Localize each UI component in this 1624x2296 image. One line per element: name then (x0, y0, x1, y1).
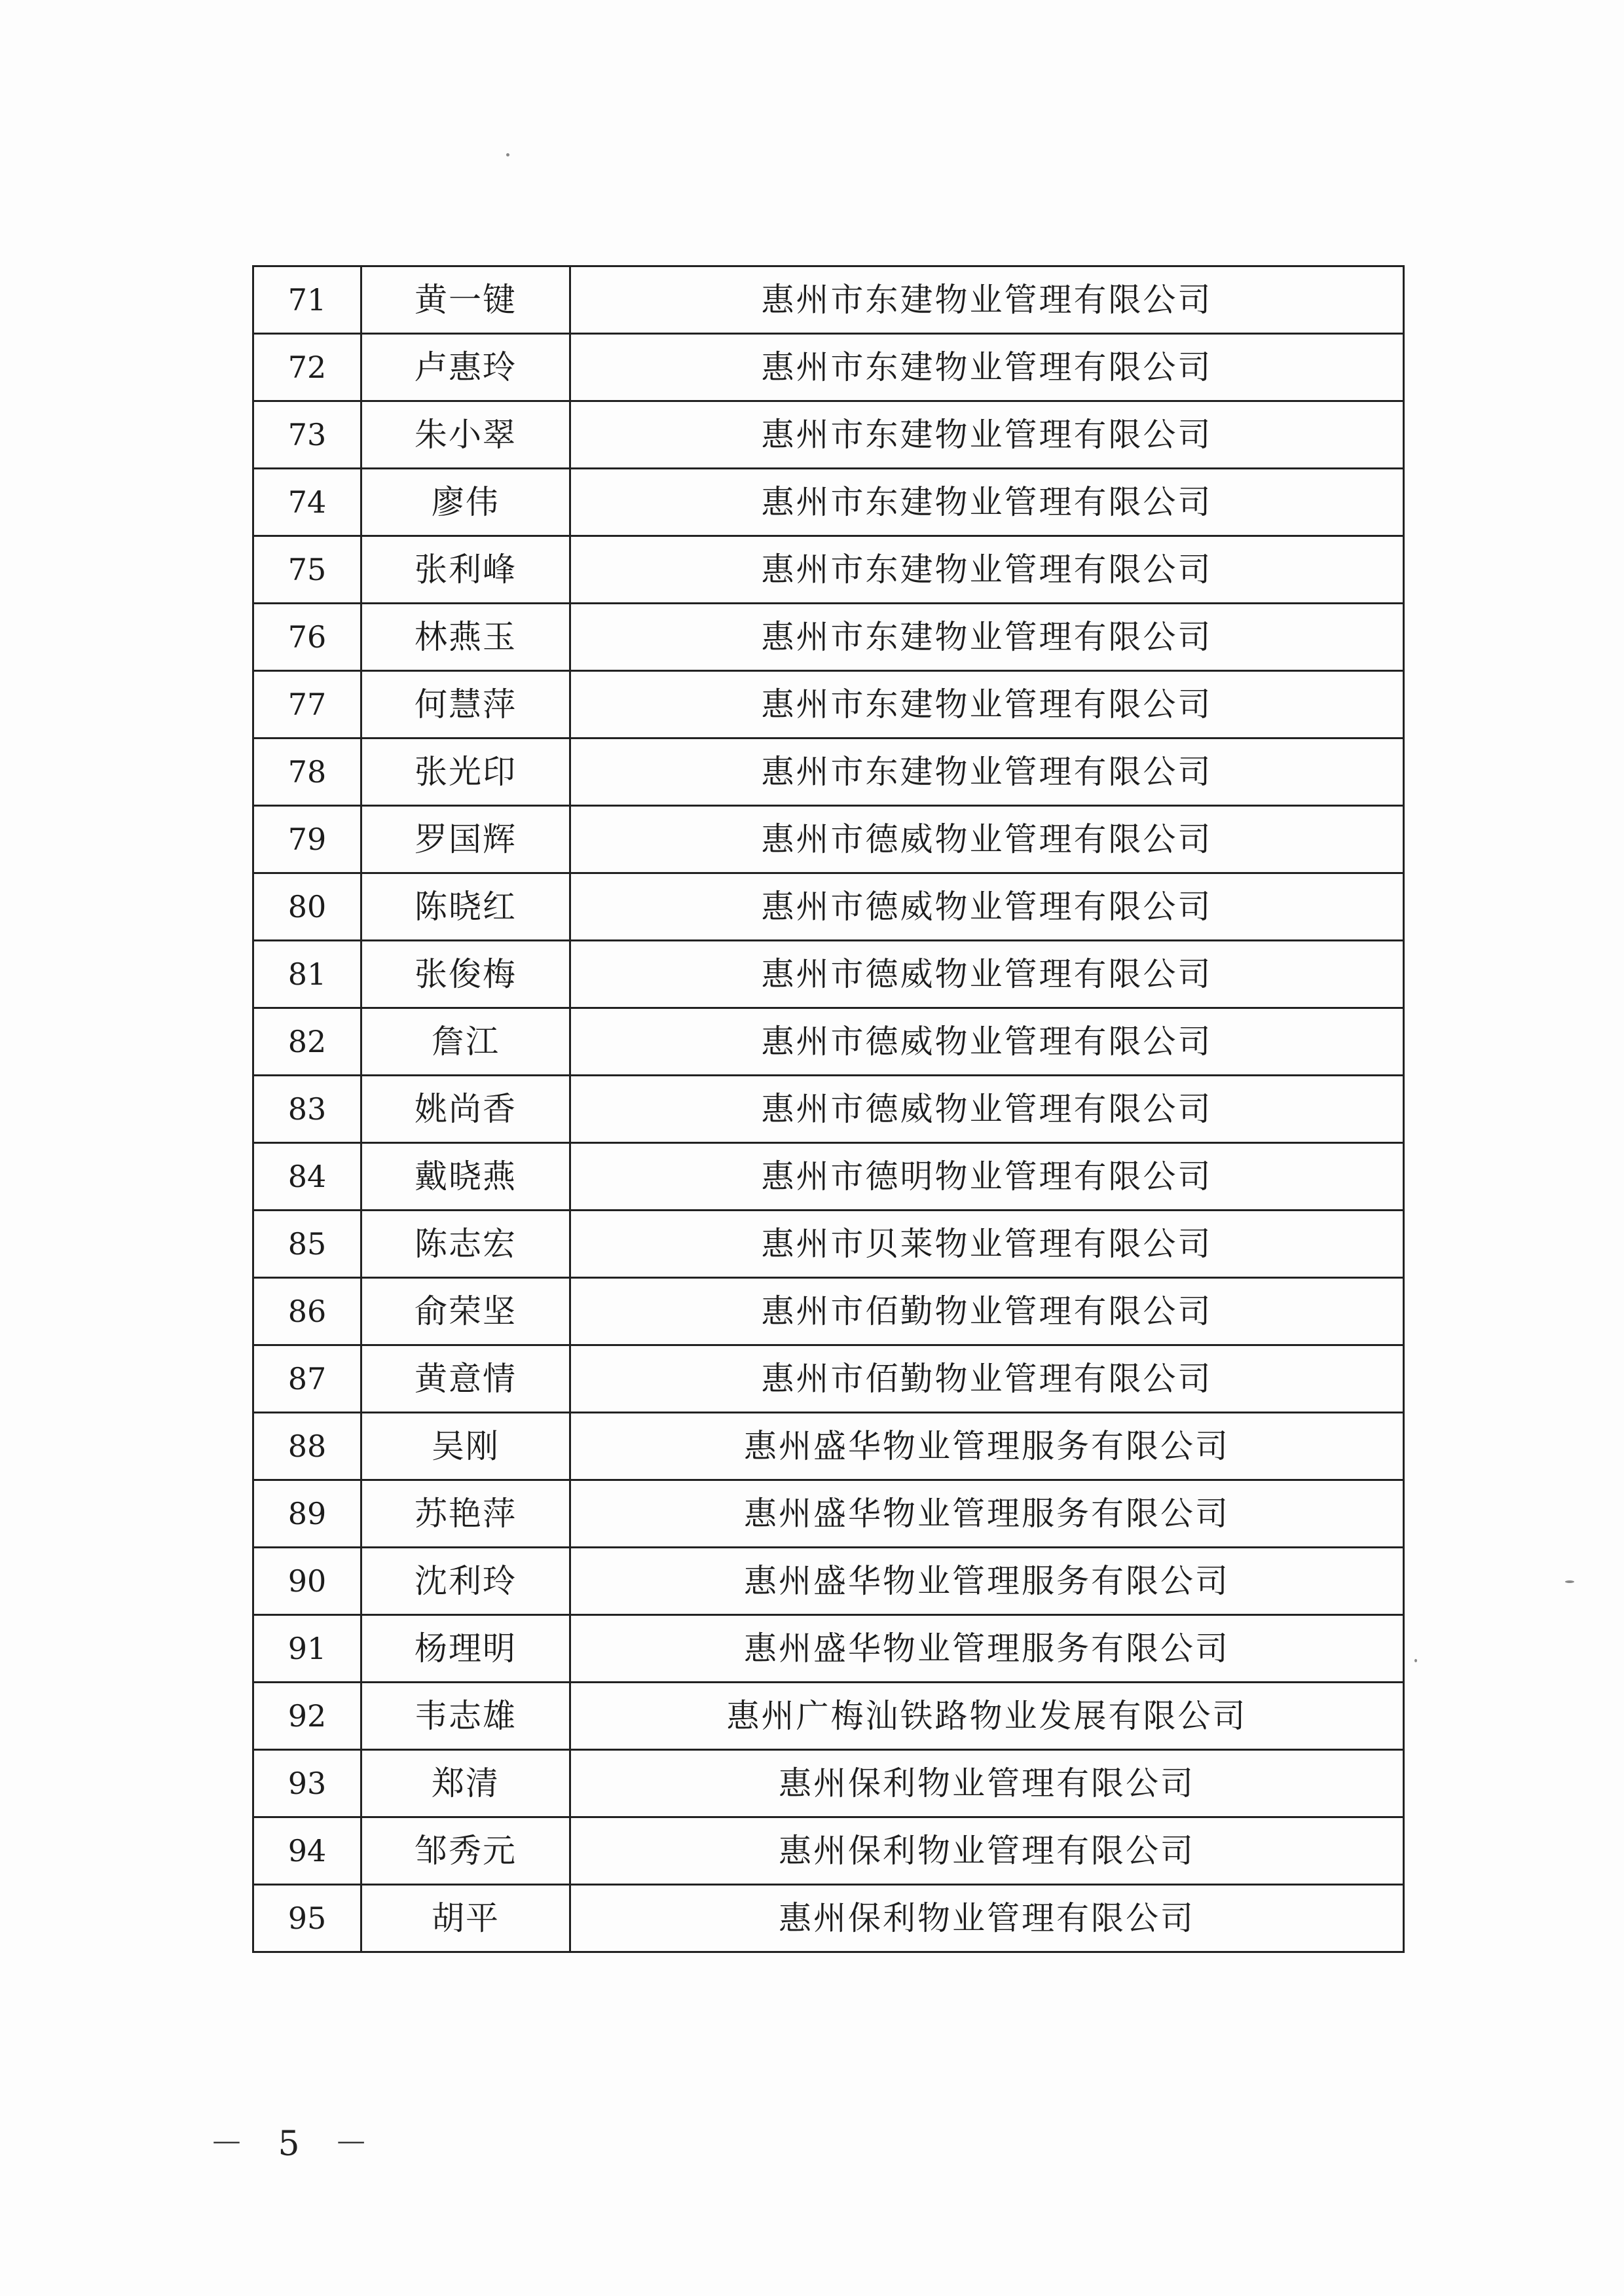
person-name: 林燕玉 (361, 604, 570, 671)
company-name: 惠州保利物业管理有限公司 (570, 1817, 1404, 1885)
scan-speck (1414, 1659, 1417, 1662)
table-row (253, 941, 1404, 1008)
row-number: 84 (253, 1143, 361, 1211)
row-number: 88 (253, 1413, 361, 1480)
row-number: 93 (253, 1750, 361, 1817)
table-row (253, 1211, 1404, 1278)
person-name: 詹江 (361, 1008, 570, 1076)
person-name: 黄一键 (361, 266, 570, 334)
row-number: 75 (253, 536, 361, 604)
table-row (253, 401, 1404, 469)
row-number: 95 (253, 1885, 361, 1952)
row-number: 94 (253, 1817, 361, 1885)
row-number: 92 (253, 1683, 361, 1750)
roster-table-body (253, 266, 1404, 1952)
row-number: 72 (253, 334, 361, 401)
table-row (253, 469, 1404, 536)
person-name: 胡平 (361, 1885, 570, 1952)
company-name: 惠州市东建物业管理有限公司 (570, 536, 1404, 604)
scan-speck (1565, 1580, 1574, 1583)
company-name: 惠州市东建物业管理有限公司 (570, 604, 1404, 671)
table-row (253, 1076, 1404, 1143)
row-number: 79 (253, 806, 361, 873)
company-name: 惠州市东建物业管理有限公司 (570, 266, 1404, 334)
company-name: 惠州盛华物业管理服务有限公司 (570, 1413, 1404, 1480)
row-number: 73 (253, 401, 361, 469)
row-number: 78 (253, 738, 361, 806)
table-row (253, 1683, 1404, 1750)
company-name: 惠州保利物业管理有限公司 (570, 1885, 1404, 1952)
company-name: 惠州市德威物业管理有限公司 (570, 1076, 1404, 1143)
company-name: 惠州保利物业管理有限公司 (570, 1750, 1404, 1817)
row-number: 76 (253, 604, 361, 671)
person-name: 陈晓红 (361, 873, 570, 941)
table-row (253, 738, 1404, 806)
row-number: 82 (253, 1008, 361, 1076)
company-name: 惠州市东建物业管理有限公司 (570, 738, 1404, 806)
company-name: 惠州市德威物业管理有限公司 (570, 1008, 1404, 1076)
company-name: 惠州市贝莱物业管理有限公司 (570, 1211, 1404, 1278)
person-name: 张俊梅 (361, 941, 570, 1008)
person-name: 廖伟 (361, 469, 570, 536)
page-number: － 5 － (210, 2124, 380, 2164)
company-name: 惠州盛华物业管理服务有限公司 (570, 1480, 1404, 1548)
person-name: 韦志雄 (361, 1683, 570, 1750)
table-row (253, 536, 1404, 604)
row-number: 80 (253, 873, 361, 941)
table-row (253, 1615, 1404, 1683)
company-name: 惠州盛华物业管理服务有限公司 (570, 1615, 1404, 1683)
row-number: 91 (253, 1615, 361, 1683)
table-row (253, 334, 1404, 401)
person-name: 朱小翠 (361, 401, 570, 469)
row-number: 90 (253, 1548, 361, 1615)
company-name: 惠州市东建物业管理有限公司 (570, 401, 1404, 469)
company-name: 惠州市东建物业管理有限公司 (570, 469, 1404, 536)
row-number: 87 (253, 1345, 361, 1413)
person-name: 郑清 (361, 1750, 570, 1817)
person-name: 俞荣坚 (361, 1278, 570, 1345)
company-name: 惠州盛华物业管理服务有限公司 (570, 1548, 1404, 1615)
row-number: 74 (253, 469, 361, 536)
company-name: 惠州市德威物业管理有限公司 (570, 941, 1404, 1008)
row-number: 71 (253, 266, 361, 334)
table-row (253, 1817, 1404, 1885)
person-name: 姚尚香 (361, 1076, 570, 1143)
person-name: 邹秀元 (361, 1817, 570, 1885)
row-number: 85 (253, 1211, 361, 1278)
table-row (253, 1480, 1404, 1548)
company-name: 惠州广梅汕铁路物业发展有限公司 (570, 1683, 1404, 1750)
table-row (253, 873, 1404, 941)
table-row (253, 604, 1404, 671)
table-row (253, 1885, 1404, 1952)
person-name: 罗国辉 (361, 806, 570, 873)
row-number: 89 (253, 1480, 361, 1548)
table-row (253, 806, 1404, 873)
table-row (253, 1345, 1404, 1413)
scan-speck (506, 153, 509, 156)
table-row (253, 1413, 1404, 1480)
table-row (253, 266, 1404, 334)
company-name: 惠州市佰勤物业管理有限公司 (570, 1278, 1404, 1345)
person-name: 黄意情 (361, 1345, 570, 1413)
company-name: 惠州市德威物业管理有限公司 (570, 873, 1404, 941)
table-row (253, 1548, 1404, 1615)
person-name: 杨理明 (361, 1615, 570, 1683)
company-name: 惠州市德威物业管理有限公司 (570, 806, 1404, 873)
table-row (253, 1008, 1404, 1076)
person-name: 苏艳萍 (361, 1480, 570, 1548)
row-number: 77 (253, 671, 361, 738)
person-name: 卢惠玲 (361, 334, 570, 401)
row-number: 83 (253, 1076, 361, 1143)
company-name: 惠州市东建物业管理有限公司 (570, 671, 1404, 738)
person-name: 戴晓燕 (361, 1143, 570, 1211)
company-name: 惠州市佰勤物业管理有限公司 (570, 1345, 1404, 1413)
table-row (253, 671, 1404, 738)
company-name: 惠州市东建物业管理有限公司 (570, 334, 1404, 401)
roster-table (252, 265, 1405, 1953)
person-name: 张利峰 (361, 536, 570, 604)
person-name: 吴刚 (361, 1413, 570, 1480)
table-row (253, 1750, 1404, 1817)
table-row (253, 1278, 1404, 1345)
person-name: 张光印 (361, 738, 570, 806)
row-number: 81 (253, 941, 361, 1008)
table-row (253, 1143, 1404, 1211)
row-number: 86 (253, 1278, 361, 1345)
person-name: 陈志宏 (361, 1211, 570, 1278)
company-name: 惠州市德明物业管理有限公司 (570, 1143, 1404, 1211)
person-name: 何慧萍 (361, 671, 570, 738)
person-name: 沈利玲 (361, 1548, 570, 1615)
